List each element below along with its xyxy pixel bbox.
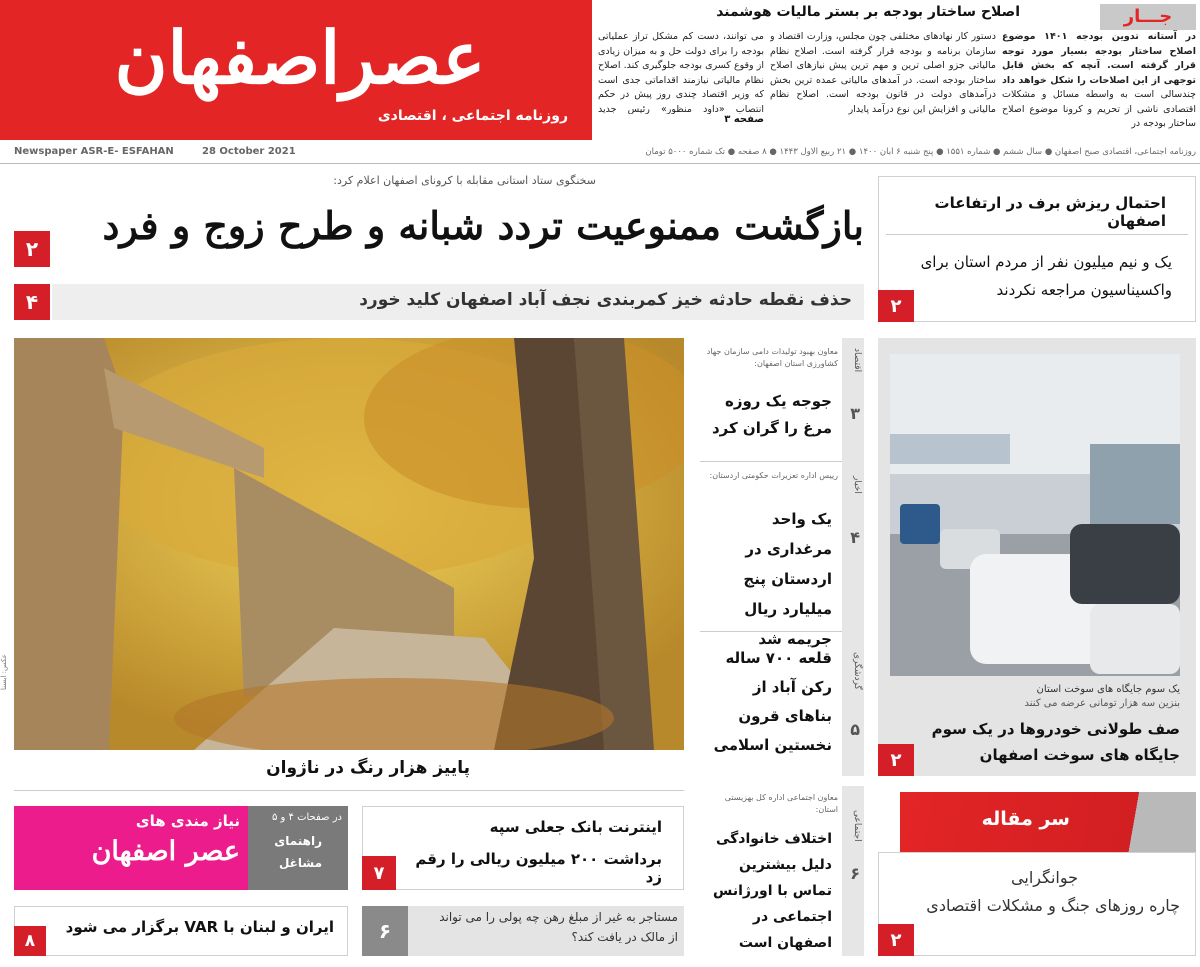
top-story-page-ref: صفحه ۳: [724, 114, 764, 125]
gas-photo-illustration: [890, 354, 1180, 676]
top-story-right-lead: در آستانه تدوین بودجه ۱۴۰۱ موضوع اصلاح ساختار بودجه بسیار مورد توجه قرار گرفته است. آنچه که بخش قابل توجهی از این اصلاحات را شکل خواهد داد: [1002, 31, 1196, 86]
gas-photo: [890, 354, 1180, 676]
news-section-label: اخبار: [852, 476, 862, 494]
editorial-page-number: ۲: [878, 924, 914, 956]
editorial-line1: جوانگرایی: [1011, 868, 1078, 887]
top-story-right-body: چندسالی است به واسطه مسائل و مشکلات اقتصادی ناشی از تحریم و کرونا موضوع اصلاح ساختار بودجه در: [1002, 89, 1196, 129]
gas-page-number: ۲: [878, 744, 914, 776]
news-title: اختلاف خانوادگی دلیل بیشترین تماس با اورژانس اجتماعی در اصفهان است: [713, 831, 832, 951]
news-title: جوجه یک روزه مرغ را گران کرد: [711, 392, 832, 437]
top-story-left-col2: می توانند، دست کم مشکل تراز عملیاتی بودجه را برای دولت حل و به میزان زیادی از وقوع کسری بودجه جلوگیری کند. اصلاح نظام مالیاتی نیازمند اقداماتی جدی است که وزیر اقتصاد چندی روز پیش در حکم انتصاب «داود منظور» رئیس جدید: [598, 31, 764, 114]
bank-page-number: ۷: [362, 856, 396, 890]
tenant-line1: مستاجر به غیر از مبلغ رهن چه پولی را می تواند: [439, 910, 678, 924]
subhead-text: حذف نقطه حادثه خیز کمربندی نجف آباد اصفهان کلید خورد: [359, 290, 852, 310]
lead-page-number: ۲: [14, 231, 50, 267]
section-tag-jar: جـــار: [1100, 4, 1196, 30]
classified-ad-line1: نیاز مندی های: [135, 812, 240, 830]
news-source: رییس اداره تعزیرات حکومتی اردستان:: [709, 471, 838, 480]
news-section-label: گردشگری: [852, 652, 862, 690]
subhead-page-number: ۴: [14, 284, 50, 320]
sidebar-news: [700, 338, 864, 776]
football-title: ایران و لبنان با VAR برگزار می شود: [65, 918, 334, 936]
tenant-page-number: ۶: [362, 906, 408, 956]
classified-ref: در صفحات ۴ و ۵: [271, 812, 342, 823]
news-item: [700, 462, 864, 648]
lead-kicker: سخنگوی ستاد استانی مقابله با کرونای اصفهان اعلام کرد:: [333, 174, 596, 187]
news-page-number: ۳: [850, 404, 860, 423]
news-source: معاون بهبود تولیدات دامی سازمان جهاد کشاورزی استان اصفهان:: [706, 347, 838, 368]
gas-caption1: یک سوم جایگاه های سوخت استان: [1036, 684, 1180, 695]
lead-headline: بازگشت ممنوعیت تردد شبانه و طرح زوج و فرد: [102, 203, 864, 248]
dateline-date: 28 October 2021: [202, 146, 296, 157]
news-page-number: ۵: [850, 720, 860, 739]
news-item: [700, 632, 864, 776]
classified-guide2: مشاغل: [278, 856, 322, 870]
gas-title: صف طولانی خودروها در یک سوم جایگاه های سوخت اصفهان: [931, 720, 1180, 764]
autumn-photo: [14, 338, 684, 750]
photo-credit: عکس: ایسنا: [0, 654, 8, 690]
dateline-issue: روزنامه اجتماعی، اقتصادی صبح اصفهان ● سال ششم ● شماره ۱۵۵۱ ● پنج شنبه ۶ آبان ۱۴۰۰ ● ۲۱ ربیع الاول ۱۴۴۳ ● ۸ صفحه ● تک شماره ۵۰۰۰ تومان: [645, 147, 1196, 157]
news-item: [700, 338, 864, 462]
top-story-left-col1: دستور کار نهادهای مختلفی چون مجلس، وزارت اقتصاد و سازمان برنامه و بودجه قرار گرفته است. اصلاح نظام مالیاتی جزو اصلی ترین و مهم ترین پیش نیازهای اصلاح ساختار بودجه است. در آمدهای مالیاتی عمده ترین بخش درآمدهای دولت در قانون بودجه است. اصلاح نظام مالیاتی و افزایش این نوع درآمد پایدار: [770, 31, 996, 115]
masthead-tagline: روزنامه اجتماعی ، اقتصادی: [377, 108, 568, 124]
classified-ad-line2: عصر اصفهان: [91, 836, 240, 867]
editorial-line2: چاره روزهای جنگ و مشکلات اقتصادی: [926, 896, 1180, 915]
gas-caption2: بنزین سه هزار تومانی عرضه می کنند: [1024, 698, 1180, 709]
news-page-number: ۶: [850, 864, 860, 883]
snow-body: یک و نیم میلیون نفر از مردم استان برای واکسیناسیون مراجعه نکردند: [920, 253, 1172, 299]
dateline-newspaper: Newspaper ASR-E- ESFAHAN: [14, 146, 174, 157]
news-title: قلعه ۷۰۰ ساله رکن آباد از بناهای قرون نخستین اسلامی: [713, 649, 832, 754]
snow-page-number: ۲: [878, 290, 914, 322]
tenant-line2: از مالک در یافت کند؟: [571, 930, 678, 944]
photo-caption: پاییز هزار رنگ در ناژوان: [14, 750, 684, 790]
photo-illustration: [14, 338, 684, 750]
masthead-logo-block: [0, 0, 592, 140]
bank-line2: برداشت ۲۰۰ میلیون ریالی را رقم زد: [415, 850, 662, 886]
news-section-label: اجتماعی: [852, 810, 862, 842]
bank-line1: اینترنت بانک جعلی سپه: [489, 818, 662, 836]
news-page-number: ۴: [850, 528, 860, 547]
top-story-left-title: اصلاح ساختار بودجه بر بستر مالیات هوشمند: [716, 4, 1020, 20]
editorial-label: سر مقاله: [981, 808, 1070, 830]
classified-guide1: راهنمای: [274, 834, 322, 848]
news-title: یک واحد مرغداری در اردستان پنج میلیارد ریال جریمه شد: [743, 510, 832, 648]
football-page-number: ۸: [14, 926, 46, 956]
masthead-logo: عصراصفهان: [114, 15, 486, 100]
caption-rule: [14, 790, 684, 791]
snow-title: احتمال ریزش برف در ارتفاعات اصفهان: [934, 194, 1166, 230]
snow-rule: [886, 234, 1188, 235]
news-section-label: اقتصاد: [852, 348, 862, 373]
sidebar-news-bottom: [700, 786, 864, 956]
news-source: معاون اجتماعی اداره کل بهزیستی استان:: [724, 793, 838, 814]
